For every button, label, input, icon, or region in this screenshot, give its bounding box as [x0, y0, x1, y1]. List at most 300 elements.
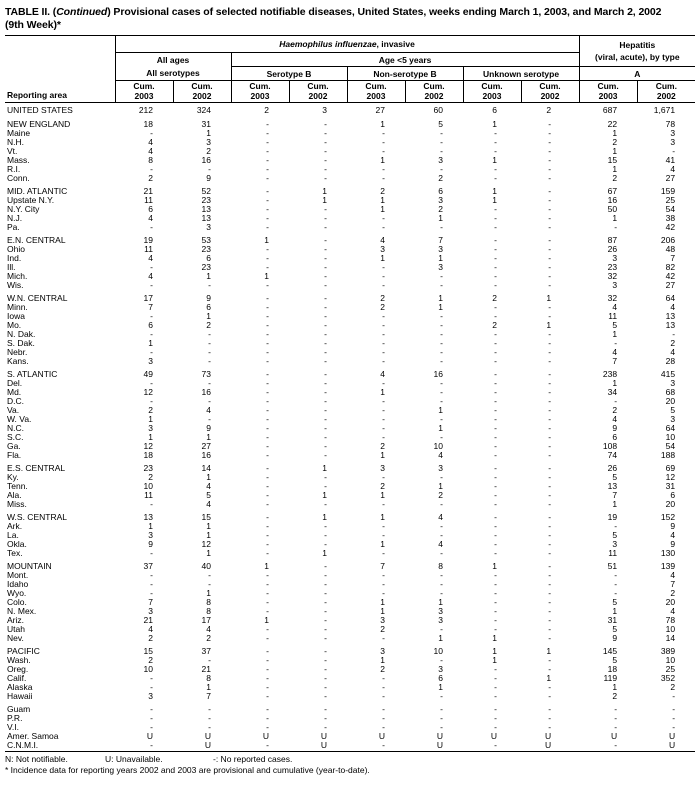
cell-reporting-area: Mont.	[7, 570, 29, 580]
cell-value: -	[324, 722, 327, 732]
table-row	[5, 236, 695, 245]
cell-value: -	[494, 280, 497, 290]
table-row	[5, 451, 695, 460]
cell-value: 42	[665, 222, 676, 232]
cell-value: 1	[492, 119, 497, 129]
legend-not-notifiable: N: Not notifiable.	[5, 754, 68, 764]
cell-value: 145	[602, 646, 618, 656]
cell-value: 2	[148, 655, 153, 665]
cell-value: 5	[612, 320, 618, 330]
cell-value: -	[440, 222, 443, 232]
cell-value: -	[208, 378, 211, 388]
cell-value: 3	[148, 530, 153, 540]
cell-value: 3	[612, 253, 618, 263]
cell-value: -	[548, 432, 552, 442]
cell-value: 4	[670, 530, 676, 540]
cell-value: 139	[660, 561, 676, 571]
cell-value: -	[382, 320, 385, 330]
cell-value: 7	[670, 253, 676, 263]
cell-value: -	[324, 155, 327, 165]
cell-value: -	[324, 499, 327, 509]
cell-value: -	[324, 615, 327, 625]
cell-value: 1	[612, 378, 618, 388]
cell-value: 9	[670, 521, 676, 531]
cell-value: -	[440, 164, 443, 174]
cell-value: -	[266, 213, 269, 223]
table-row	[5, 321, 695, 330]
cell-reporting-area: Utah	[7, 624, 25, 634]
cell-value: 12	[665, 472, 676, 482]
cell-value: 130	[660, 548, 676, 558]
cell-value: -	[440, 338, 443, 348]
cell-value: -	[150, 164, 153, 174]
table-row	[5, 272, 695, 281]
table-row	[5, 424, 695, 433]
cell-value: 1	[322, 512, 327, 522]
cell-reporting-area: R.I.	[7, 164, 21, 174]
cell-value: -	[324, 588, 327, 598]
cell-value: -	[494, 347, 497, 357]
cell-value: -	[324, 530, 327, 540]
hepatitis-label: Hepatitis	[619, 40, 656, 50]
cell-value: -	[614, 713, 618, 723]
cell-value: -	[382, 472, 385, 482]
cell-value: -	[266, 490, 269, 500]
cell-value: 6	[148, 204, 153, 214]
cell-value: 4	[438, 512, 443, 522]
cell-value: -	[324, 329, 327, 339]
hepatitis-sublabel: (viral, acute), by type	[595, 52, 680, 62]
cell-value: -	[347, 741, 405, 752]
cell-value: 19	[143, 235, 153, 245]
cell-value: 7	[148, 597, 153, 607]
cell-value: 23	[201, 244, 211, 254]
cell-value: 4	[612, 302, 618, 312]
cell-value: -	[324, 204, 327, 214]
cell-value: -	[150, 548, 153, 558]
cell-reporting-area: S. Dak.	[7, 338, 35, 348]
cell-value: -	[494, 530, 497, 540]
cell-value: -	[324, 253, 327, 263]
cell-reporting-area: Upstate N.Y.	[7, 195, 55, 205]
cell-value: -	[266, 499, 269, 509]
cell-value: -	[548, 414, 552, 424]
cell-value: -	[494, 356, 497, 366]
cell-value: -	[494, 271, 497, 281]
cell-value: -	[494, 432, 497, 442]
cell-value: 9	[148, 539, 153, 549]
cell-value: -	[382, 396, 385, 406]
cell-value: 3	[206, 137, 211, 147]
cell-value: 27	[375, 105, 385, 115]
cell-value: -	[150, 588, 153, 598]
cell-value: -	[150, 378, 153, 388]
cell-value: -	[548, 155, 552, 165]
cell-value: 1	[322, 490, 327, 500]
table-row	[5, 174, 695, 183]
table-row	[5, 129, 695, 138]
cell-value: -	[324, 472, 327, 482]
cell-value: 3	[380, 646, 385, 656]
cell-value: 1	[206, 432, 211, 442]
cell-value: 32	[607, 271, 618, 281]
cell-value: -	[382, 405, 385, 415]
cell-value: -	[324, 664, 327, 674]
cell-reporting-area: Idaho	[7, 579, 29, 589]
cell-value: -	[266, 405, 269, 415]
cell-value: 2	[380, 186, 385, 196]
cell-value: -	[440, 722, 443, 732]
table-row	[5, 580, 695, 589]
cell-value: -	[266, 320, 269, 330]
cell-value: U	[405, 741, 463, 752]
column-header-cum-2002: Cum. 2002	[637, 81, 695, 103]
cell-value: -	[494, 704, 497, 714]
cell-value: 4	[148, 624, 153, 634]
cell-value: -	[324, 521, 327, 531]
cell-value: 2	[612, 137, 618, 147]
cell-value: 1	[438, 253, 443, 263]
cell-reporting-area: Ill.	[7, 262, 16, 272]
column-header-cum-2003: Cum. 2003	[115, 81, 173, 103]
cell-value: 1	[546, 320, 552, 330]
cell-value: 10	[433, 646, 443, 656]
cell-value: -	[324, 579, 327, 589]
cell-reporting-area: Ky.	[7, 472, 19, 482]
cell-value: 3	[438, 155, 443, 165]
cell-value: 16	[607, 195, 618, 205]
cell-value: 78	[665, 119, 676, 129]
cell-value: -	[266, 338, 269, 348]
cell-value: -	[548, 213, 552, 223]
cell-value: -	[266, 606, 269, 616]
cell-value: -	[440, 280, 443, 290]
table-row	[5, 482, 695, 491]
cell-value: 6	[670, 490, 676, 500]
cell-value: -	[208, 570, 211, 580]
cell-value: -	[494, 329, 497, 339]
cell-value: -	[208, 280, 211, 290]
cell-value: -	[324, 539, 327, 549]
cell-value: 10	[665, 624, 676, 634]
cell-value: 1	[148, 521, 153, 531]
cell-value: 18	[143, 119, 153, 129]
cell-value: -	[548, 378, 552, 388]
cell-value: -	[440, 347, 443, 357]
cell-value: -	[266, 713, 269, 723]
cell-value: -	[548, 664, 552, 674]
cell-value: 8	[206, 606, 211, 616]
cell-value: -	[548, 463, 552, 473]
cell-value: -	[494, 387, 497, 397]
cell-value: -	[494, 539, 497, 549]
cell-value: 27	[665, 280, 676, 290]
column-header-cum-2002: Cum. 2002	[521, 81, 579, 103]
cell-value: -	[266, 441, 269, 451]
cell-reporting-area: Ala.	[7, 490, 22, 500]
cell-reporting-area: Pa.	[7, 222, 20, 232]
cell-value: 1	[438, 302, 443, 312]
table-row	[5, 714, 695, 723]
cell-value: 13	[665, 311, 676, 321]
cell-value: -	[266, 539, 269, 549]
cell-value: -	[324, 338, 327, 348]
all-serotypes-header: All serotypes	[115, 67, 231, 81]
table-row	[5, 357, 695, 366]
cell-value: -	[266, 472, 269, 482]
cell-value: 1	[380, 490, 385, 500]
cell-value: -	[548, 691, 552, 701]
cell-value: 22	[607, 119, 618, 129]
cell-value: -	[672, 704, 676, 714]
cell-reporting-area: N.J.	[7, 213, 23, 223]
cell-value: 3	[148, 423, 153, 433]
table-row	[5, 473, 695, 482]
cell-value: -	[494, 682, 497, 692]
table-row	[5, 513, 695, 522]
cell-value: -	[266, 222, 269, 232]
cell-value: -	[548, 633, 552, 643]
table-row	[5, 165, 695, 174]
cell-value: -	[324, 561, 327, 571]
cell-value: 9	[206, 293, 211, 303]
cell-value: -	[150, 128, 153, 138]
cell-value: -	[440, 691, 443, 701]
cell-value: 2	[148, 633, 153, 643]
cell-value: 54	[665, 204, 676, 214]
cell-value: -	[548, 173, 552, 183]
cell-value: -	[440, 329, 443, 339]
cell-value: -	[208, 722, 211, 732]
cell-value: 6	[206, 302, 211, 312]
cell-value: -	[382, 128, 385, 138]
cell-value: -	[614, 722, 618, 732]
cell-value: -	[266, 378, 269, 388]
cell-value: 37	[201, 646, 211, 656]
cell-value: -	[324, 713, 327, 723]
cell-value: -	[266, 624, 269, 634]
cell-value: -	[266, 119, 269, 129]
cell-value: -	[324, 293, 327, 303]
table-row	[5, 723, 695, 732]
table-row	[5, 683, 695, 692]
cell-value: -	[266, 293, 269, 303]
cell-value: U	[146, 731, 153, 741]
cell-value: -	[324, 311, 327, 321]
cell-value: -	[266, 463, 269, 473]
cell-value: 41	[665, 155, 676, 165]
cell-value: 23	[201, 195, 211, 205]
cell-value: -	[440, 588, 443, 598]
cell-value: 2	[612, 691, 618, 701]
cell-value: -	[614, 579, 618, 589]
cell-value: -	[382, 423, 385, 433]
cell-value: -	[440, 414, 443, 424]
cell-value: -	[614, 588, 618, 598]
cell-value: -	[440, 137, 443, 147]
cell-value: -	[548, 521, 552, 531]
cell-value: 2	[380, 293, 385, 303]
cell-value: -	[494, 396, 497, 406]
cell-value: -	[150, 579, 153, 589]
cell-value: 1	[492, 633, 497, 643]
cell-value: 13	[665, 320, 676, 330]
cell-reporting-area: E.S. CENTRAL	[7, 463, 66, 473]
cell-value: -	[548, 137, 552, 147]
cell-reporting-area: Va.	[7, 405, 20, 415]
cell-value: -	[440, 146, 443, 156]
cell-value: 3	[670, 378, 676, 388]
table-row	[5, 647, 695, 656]
table-row	[5, 531, 695, 540]
cell-value: 16	[201, 155, 211, 165]
cell-value: -	[548, 713, 552, 723]
cell-value: U	[378, 731, 385, 741]
cell-value: 1	[380, 539, 385, 549]
cell-value: -	[266, 633, 269, 643]
cell-value: -	[382, 146, 385, 156]
cell-value: 2	[206, 633, 211, 643]
cell-value: -	[266, 253, 269, 263]
cell-value: -	[266, 164, 269, 174]
cell-value: -	[548, 128, 552, 138]
cell-reporting-area: Mass.	[7, 155, 30, 165]
table-row	[5, 634, 695, 643]
cell-value: 15	[201, 512, 211, 522]
column-header-cum-2002: Cum. 2002	[405, 81, 463, 103]
table-row	[5, 415, 695, 424]
cell-value: 7	[438, 235, 443, 245]
cell-value: -	[324, 423, 327, 433]
cell-value: -	[548, 186, 552, 196]
cell-value: 5	[438, 119, 443, 129]
table-row	[5, 254, 695, 263]
cell-reporting-area: Oreg.	[7, 664, 29, 674]
cell-reporting-area: P.R.	[7, 713, 23, 723]
cell-value: -	[324, 262, 327, 272]
cell-value: -	[548, 530, 552, 540]
cell-value: 13	[607, 481, 618, 491]
cell-value: 2	[380, 441, 385, 451]
cell-value: -	[494, 722, 497, 732]
cell-value: 3	[438, 615, 443, 625]
cell-value: 1	[206, 472, 211, 482]
cell-value: -	[266, 432, 269, 442]
cell-value: 9	[670, 539, 676, 549]
cell-reporting-area: Nev.	[7, 633, 24, 643]
cell-reporting-area: Ark.	[7, 521, 23, 531]
cell-value: -	[494, 146, 497, 156]
cell-value: -	[494, 579, 497, 589]
cell-value: -	[266, 588, 269, 598]
cell-reporting-area: Md.	[7, 387, 22, 397]
table-row	[5, 442, 695, 451]
cell-value: -	[208, 579, 211, 589]
table-body	[5, 103, 695, 752]
cell-value: -	[548, 655, 552, 665]
cell-value: -	[494, 128, 497, 138]
cell-value: 6	[612, 432, 618, 442]
cell-value: -	[672, 146, 676, 156]
cell-value: 4	[148, 271, 153, 281]
cell-value: 2	[438, 490, 443, 500]
cell-value: -	[266, 691, 269, 701]
cell-value: 1	[438, 423, 443, 433]
cell-value: 2	[546, 105, 552, 115]
cell-value: 1	[546, 646, 552, 656]
cell-value: -	[440, 579, 443, 589]
cell-value: -	[494, 481, 497, 491]
cell-value: 15	[607, 155, 618, 165]
cell-value: -	[548, 235, 552, 245]
cell-value: 4	[380, 369, 385, 379]
cell-value: -	[324, 222, 327, 232]
cell-value: 3	[670, 128, 676, 138]
cell-value: -	[494, 369, 497, 379]
cell-value: -	[548, 588, 552, 598]
cell-value: -	[494, 570, 497, 580]
cell-value: 49	[143, 369, 153, 379]
cell-value: 74	[607, 450, 618, 460]
notifiable-diseases-table	[5, 35, 695, 752]
cell-value: 1	[206, 682, 211, 692]
cell-value: -	[548, 512, 552, 522]
cell-value: 73	[201, 369, 211, 379]
cell-value: 23	[607, 262, 618, 272]
cell-value: 10	[143, 481, 153, 491]
cell-value: -	[324, 119, 327, 129]
cell-value: -	[494, 548, 497, 558]
cell-value: 1	[438, 481, 443, 491]
cell-value: -	[548, 195, 552, 205]
cell-value: -	[324, 450, 327, 460]
cell-value: -	[548, 450, 552, 460]
legend-no-cases: -: No reported cases.	[213, 754, 293, 764]
table-row	[5, 549, 695, 558]
cell-value: 21	[143, 615, 153, 625]
cell-reporting-area: Conn.	[7, 173, 30, 183]
table-row	[5, 120, 695, 129]
footnotes	[5, 754, 695, 775]
cell-value: -	[548, 539, 552, 549]
cell-value: -	[382, 356, 385, 366]
cell-reporting-area: N. Dak.	[7, 329, 36, 339]
cell-value: 3	[380, 463, 385, 473]
cell-reporting-area: S.C.	[7, 432, 24, 442]
cell-value: -	[382, 713, 385, 723]
cell-reporting-area: S. ATLANTIC	[7, 369, 58, 379]
cell-value: 1	[492, 155, 497, 165]
table-row	[5, 665, 695, 674]
cell-value: -	[208, 396, 211, 406]
cell-value: -	[266, 423, 269, 433]
cell-value: -	[494, 173, 497, 183]
cell-value: 1	[380, 597, 385, 607]
cell-value: 40	[201, 561, 211, 571]
cell-value: 20	[665, 597, 676, 607]
cell-value: -	[150, 347, 153, 357]
table-row	[5, 540, 695, 549]
cell-reporting-area: E.N. CENTRAL	[7, 235, 66, 245]
cell-value: 64	[665, 423, 676, 433]
cell-value: 1	[492, 195, 497, 205]
cell-value: 1	[380, 155, 385, 165]
cell-value: 108	[602, 441, 618, 451]
cell-value: -	[266, 146, 269, 156]
cell-value: 6	[438, 673, 443, 683]
cell-value: -	[150, 499, 153, 509]
cell-value: -	[324, 633, 327, 643]
